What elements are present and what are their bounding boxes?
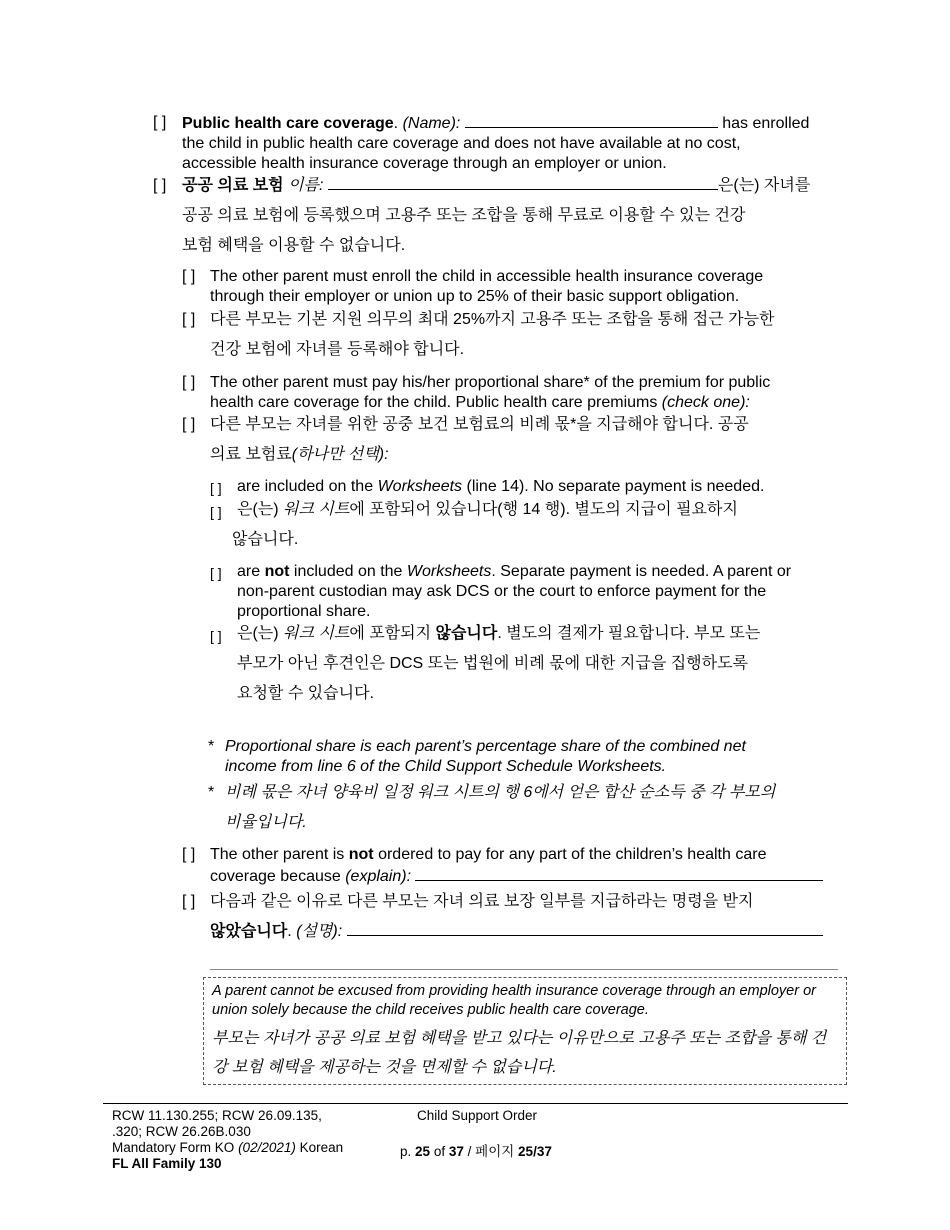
not-included-mid: included on the [293,563,403,580]
checkbox-pay-ko[interactable]: [ ] [182,416,196,433]
worksheets-label-ko: 워크 시트 [283,501,350,518]
included-pre-ko: 은(는) [237,501,279,518]
footnote-en-line1: Proportional share is each parent’s percentage share of the combined net [225,738,746,755]
period: . [393,115,399,132]
public-coverage-title: Public health care coverage [182,115,394,132]
check-one-label: (check one): [661,394,750,411]
notice-en: A parent cannot be excused from providing health insurance coverage through an employer or union solely because the child receives public health care coverage. [212,983,816,1018]
not-included-mid-ko: 에 포함되지 [349,625,432,642]
checkbox-included-ko[interactable]: [ ] [210,504,222,520]
footnote-star: * [208,738,215,755]
checkbox-included-en[interactable]: [ ] [210,480,222,496]
text-after-name-ko: 은(는) 자녀를 [717,177,811,194]
public-coverage-ko [182,171,842,261]
page-of: of [433,1144,446,1159]
pay-option-en [210,373,840,413]
public-coverage-line2: the child in public health care coverage and does not have available at no cost, [182,135,741,152]
explain-label-ko: (설명): [296,923,343,940]
not-included-line3: proportional share. [237,603,371,620]
page-separator: / 페이지 [467,1144,515,1159]
included-line2-ko: 않습니다. [232,531,299,548]
page-total: 37 [448,1144,464,1159]
worksheets-label: Worksheets [377,478,463,495]
checkbox-not-included-ko[interactable]: [ ] [210,628,222,644]
not-included-pre-ko: 은(는) [237,625,279,642]
checkbox-enroll-ko[interactable]: [ ] [182,311,196,328]
notice-ko: 부모는 자녀가 공공 의료 보험 혜택을 받고 있다는 이유만으로 고용주 또는 조합을 통해 건강 보험 혜택을 제공하는 것을 면제할 수 없습니다. [212,1030,827,1076]
not-included-option-en [237,562,847,622]
rcw-line1: RCW 11.130.255; RCW 26.09.135, [112,1108,322,1123]
name-field-en[interactable] [465,113,718,128]
checkbox-public-coverage-ko[interactable]: [ ] [153,177,167,194]
not-emphasis-ko: 않습니다 [435,625,498,642]
public-coverage-line3: accessible health insurance coverage through an employer or union. [182,155,667,172]
enroll-line1-ko: 다른 부모는 기본 지원 의무의 최대 25%까지 고용주 또는 조합을 통해 접근 가능한 [210,311,775,328]
pay-line2-ko: 의료 보험료 [210,446,292,463]
notice-box [203,977,847,1085]
enroll-line1: The other parent must enroll the child in accessible health insurance coverage [210,268,764,285]
not-emphasis: not [264,563,290,580]
enroll-option-en [210,267,840,307]
form-language: Korean [299,1140,344,1155]
form-id: FL All Family 130 [112,1156,222,1171]
not-included-line3-ko: 요청할 수 있습니다. [237,685,374,702]
checkbox-not-ordered-en[interactable]: [ ] [182,846,196,863]
not-included-line2: non-parent custodian may ask DCS or the court to enforce payment for the [237,583,767,600]
checkbox-enroll-en[interactable]: [ ] [182,268,196,285]
not-ordered-option-ko [210,887,840,947]
footer-left [112,1108,392,1172]
name-label-ko: 이름: [288,177,324,194]
pay-line1: The other parent must pay his/her proportional share* of the premium for public [210,374,771,391]
not-ordered-post: ordered to pay for any part of the children’s health care [378,846,767,863]
explain-field-ko[interactable] [347,920,823,936]
pay-option-ko [210,410,840,470]
rcw-line2: .320; RCW 26.26B.030 [112,1124,251,1139]
page-ko: 25/37 [518,1144,552,1159]
footnote-star-ko: * [208,784,215,801]
form-type: Mandatory Form KO [112,1140,235,1155]
public-coverage-title-ko: 공공 의료 보험 [182,177,284,194]
not-ordered-line1-ko: 다음과 같은 이유로 다른 부모는 자녀 의료 보장 일부를 지급하라는 명령을 받지 [210,893,754,910]
check-one-label-ko: (하나만 선택): [291,446,389,463]
public-coverage-line2-ko: 공공 의료 보험에 등록했으며 고용주 또는 조합을 통해 무료로 이용할 수 있는 건강 [182,207,746,224]
pay-line1-ko: 다른 부모는 자녀를 위한 공중 보건 보험료의 비례 몫*을 지급해야 합니다. 공공 [210,416,749,433]
text-after-name: has enrolled [722,115,810,132]
checkbox-not-ordered-ko[interactable]: [ ] [182,893,196,910]
enroll-line2: through their employer or union up to 25% of their basic support obligation. [210,288,740,305]
public-coverage-line3-ko: 보험 혜택을 이용할 수 없습니다. [182,237,406,254]
public-coverage-en [182,113,842,174]
coverage-because: coverage because [210,868,341,885]
period-ko: . [287,923,292,940]
page-number [400,1144,552,1160]
worksheets-label-ko-2: 워크 시트 [283,625,350,642]
included-post: (line 14). No separate payment is needed. [466,478,765,495]
not-ordered-emphasis: not [348,846,374,863]
not-ordered-pre: The other parent is [210,846,345,863]
not-ordered-option-en [210,845,840,887]
included-option-en [237,477,837,497]
form-date: (02/2021) [238,1140,296,1155]
footnote-ko [225,778,840,838]
name-label: (Name): [402,115,461,132]
not-included-line2-ko: 부모가 아닌 후견인은 DCS 또는 법원에 비례 몫에 대한 지급을 집행하도록 [237,655,749,672]
pay-line2: health care coverage for the child. Public health care premiums [210,394,658,411]
doc-title: Child Support Order [417,1108,538,1123]
page-current: 25 [415,1144,431,1159]
footer-divider [103,1103,848,1104]
checkbox-not-included-en[interactable]: [ ] [210,565,222,581]
footnote-en-line2: income from line 6 of the Child Support Schedule Worksheets. [225,758,667,775]
worksheets-label-2: Worksheets [406,563,492,580]
footnote-en [225,737,835,777]
not-ordered-emphasis-ko: 않았습니다 [210,923,288,940]
included-option-ko [237,495,837,525]
explain-field-en[interactable] [415,865,823,881]
name-field-ko[interactable] [328,175,718,190]
enroll-line2-ko: 건강 보험에 자녀를 등록해야 합니다. [210,341,465,358]
not-included-option-ko [237,619,847,709]
enroll-option-ko [210,305,840,365]
included-pre: are included on the [237,478,374,495]
checkbox-pay-en[interactable]: [ ] [182,374,196,391]
footnote-ko-line2: 비율입니다. [225,814,307,831]
not-included-pre: are [237,563,261,580]
page-prefix: p. [400,1144,412,1159]
explain-continuation-line[interactable] [210,969,838,970]
explain-label: (explain): [345,868,412,885]
not-included-post-ko: . 별도의 결제가 필요합니다. 부모 또는 [497,625,761,642]
checkbox-public-coverage-en[interactable]: [ ] [153,114,167,131]
not-included-post: . Separate payment is needed. A parent or [491,563,792,580]
footnote-ko-line1: 비례 몫은 자녀 양육비 일정 워크 시트의 행 6에서 얻은 합산 순소득 중 각 부모의 [225,784,776,801]
included-post-ko: 에 포함되어 있습니다(행 14 행). 별도의 지급이 필요하지 [349,501,738,518]
